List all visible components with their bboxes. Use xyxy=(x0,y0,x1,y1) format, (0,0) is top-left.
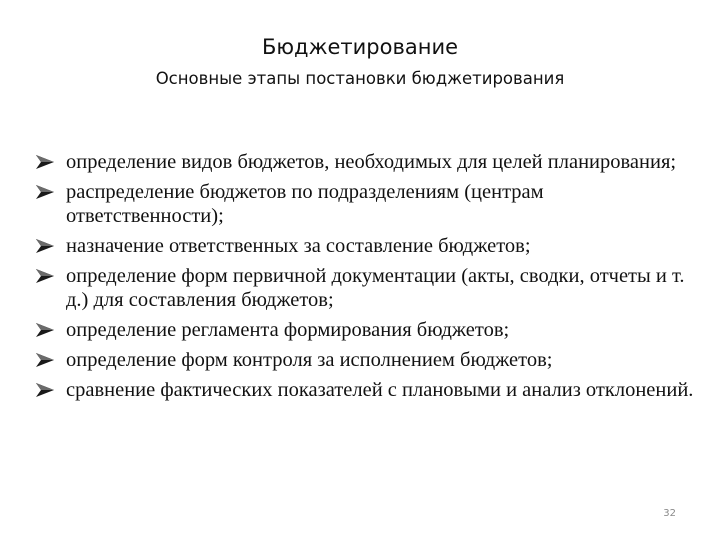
right-arrow-bullet-icon xyxy=(36,239,54,253)
list-item-text: определение регламента формирования бюджетов; xyxy=(66,319,510,341)
list-item xyxy=(34,234,694,258)
slide-subtitle: Основные этапы постановки бюджетирования xyxy=(155,69,565,88)
right-arrow-bullet-icon xyxy=(36,269,54,283)
list-item-text: определение форм первичной документации (акты, сводки, отчеты и т. д.) для составления бюджетов; xyxy=(66,265,685,311)
list-item-text: распределение бюджетов по подразделениям (центрам ответственности); xyxy=(66,181,544,227)
right-arrow-bullet-icon xyxy=(36,185,54,199)
right-arrow-bullet-icon xyxy=(36,353,54,367)
list-item-text: определение видов бюджетов, необходимых для целей планирования; xyxy=(66,151,677,173)
list-item xyxy=(34,150,694,174)
right-arrow-bullet-icon xyxy=(36,383,54,397)
list-item-text: определение форм контроля за исполнением бюджетов; xyxy=(66,349,553,371)
right-arrow-bullet-icon xyxy=(36,323,54,337)
list-item-text: сравнение фактических показателей с плановыми и анализ отклонений. xyxy=(66,379,694,401)
list-item xyxy=(34,348,694,372)
bullet-list xyxy=(34,150,694,408)
list-item xyxy=(34,318,694,342)
list-item xyxy=(34,180,694,228)
right-arrow-bullet-icon xyxy=(36,155,54,169)
page-number: 32 xyxy=(663,508,676,519)
list-item-text: назначение ответственных за составление бюджетов; xyxy=(66,235,531,257)
slide-title: Бюджетирование xyxy=(261,35,459,59)
list-item xyxy=(34,378,694,402)
list-item xyxy=(34,264,694,312)
